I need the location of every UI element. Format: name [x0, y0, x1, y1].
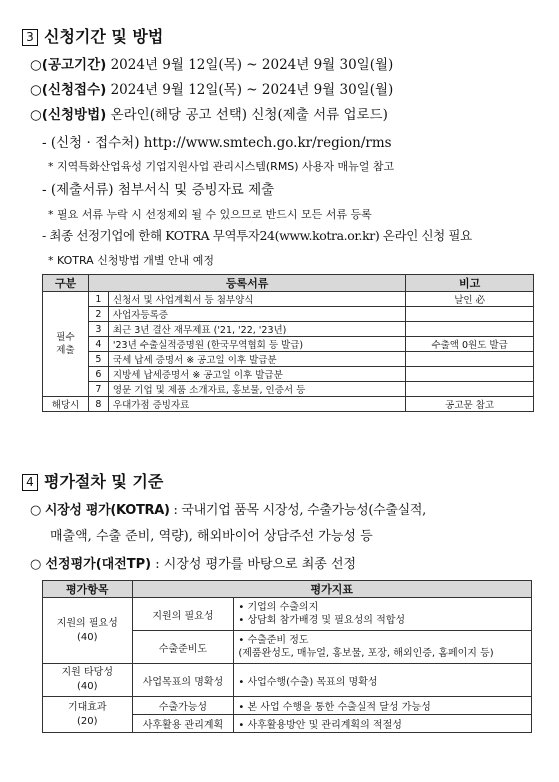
group-required: 필수 제출: [43, 292, 89, 397]
table-row: 수출준비도 • 수출준비 정도 (제품완성도, 매뉴얼, 홍보물, 포장, 해외인증, 홈페이지 등): [43, 631, 532, 664]
market-eval-line-cont: 매출액, 수출 준비, 역량), 해외바이어 상담주선 가능성 등: [50, 529, 373, 544]
missing-docs-note: * 필요 서류 누락 시 선정제외 될 수 있으므로 반드시 모든 서류 등록: [48, 208, 372, 221]
table-row: 기대효과 (20) 수출가능성 • 본 사업 수행을 통한 수출실적 달성 가능성: [43, 697, 532, 715]
manual-note: * 지역특화산업육성 기업지원사업 관리시스템(RMS) 사용자 매뉴얼 참고: [48, 160, 395, 173]
notice-period-line: ○(공고기간) 2024년 9월 12일(목) ~ 2024년 9월 30일(월): [30, 57, 394, 73]
documents-line: - (제출서류) 첨부서식 및 증빙자료 제출: [42, 182, 275, 198]
table-row: 지원의 필요성 (40) 지원의 필요성 • 기업의 수출의지 • 상담회 참가배경 및 필요성의 적합성: [43, 598, 532, 631]
section-4-title: 4 평가절차 및 기준: [22, 469, 163, 492]
documents-table: [42, 274, 534, 412]
table-header-row: 평가항목 평가지표: [43, 581, 532, 598]
table-row: 지원 타당성 (40) 사업목표의 명확성 • 사업수행(수출) 목표의 명확성: [43, 664, 532, 697]
section-number-box: 3: [22, 29, 38, 46]
kotra-guide-note: * KOTRA 신청방법 개별 안내 예정: [48, 254, 214, 267]
table-row: 필수 제출 1 신청서 및 사업계획서 등 첨부양식 날인 必: [43, 292, 534, 307]
table-row: 5 국세 납세 증명서 ※ 공고일 이후 발급분: [43, 352, 534, 367]
selection-eval-line: ○ 선정평가(대전TP) : 시장성 평가를 바탕으로 최종 선정: [30, 557, 357, 572]
section-3-title: 3 신청기간 및 방법: [22, 24, 163, 47]
application-method-line: ○(신청방법) 온라인(해당 공고 선택) 신청(제출 서류 업로드): [30, 107, 388, 123]
table-row: 3 최근 3년 결산 재무제표 ('21, '22, '23년): [43, 322, 534, 337]
evaluation-table: [42, 580, 532, 733]
table-header-row: 구분 등록서류 비고: [43, 275, 534, 292]
table-row: 4 '23년 수출실적증명원 (한국무역협회 등 발급) 수출액 0원도 발급: [43, 337, 534, 352]
table-row: 사후활용 관리계획 • 사후활용방안 및 관리계획의 적절성: [43, 715, 532, 733]
kotra-apply-line: - 최종 선정기업에 한해 KOTRA 무역투자24(www.kotra.or.kr) 온라인 신청 필요: [42, 228, 472, 243]
table-row: 7 영문 기업 및 제품 소개자료, 홍보물, 인증서 등: [43, 382, 534, 397]
table-row: 2 사업자등록증: [43, 307, 534, 322]
group-applicable: 해당시: [43, 397, 89, 412]
section-number-box: 4: [22, 474, 38, 491]
submission-site-line: - (신청 · 접수처) http://www.smtech.go.kr/region/rms: [42, 135, 392, 151]
table-row: 해당시 8 우대가점 증빙자료 공고문 참고: [43, 397, 534, 412]
application-period-line: ○(신청접수) 2024년 9월 12일(목) ~ 2024년 9월 30일(월): [30, 82, 394, 98]
market-eval-line: ○ 시장성 평가(KOTRA) : 국내기업 품목 시장성, 수출가능성(수출실적,: [30, 503, 426, 518]
table-row: 6 지방세 납세증명서 ※ 공고일 이후 발급분: [43, 367, 534, 382]
